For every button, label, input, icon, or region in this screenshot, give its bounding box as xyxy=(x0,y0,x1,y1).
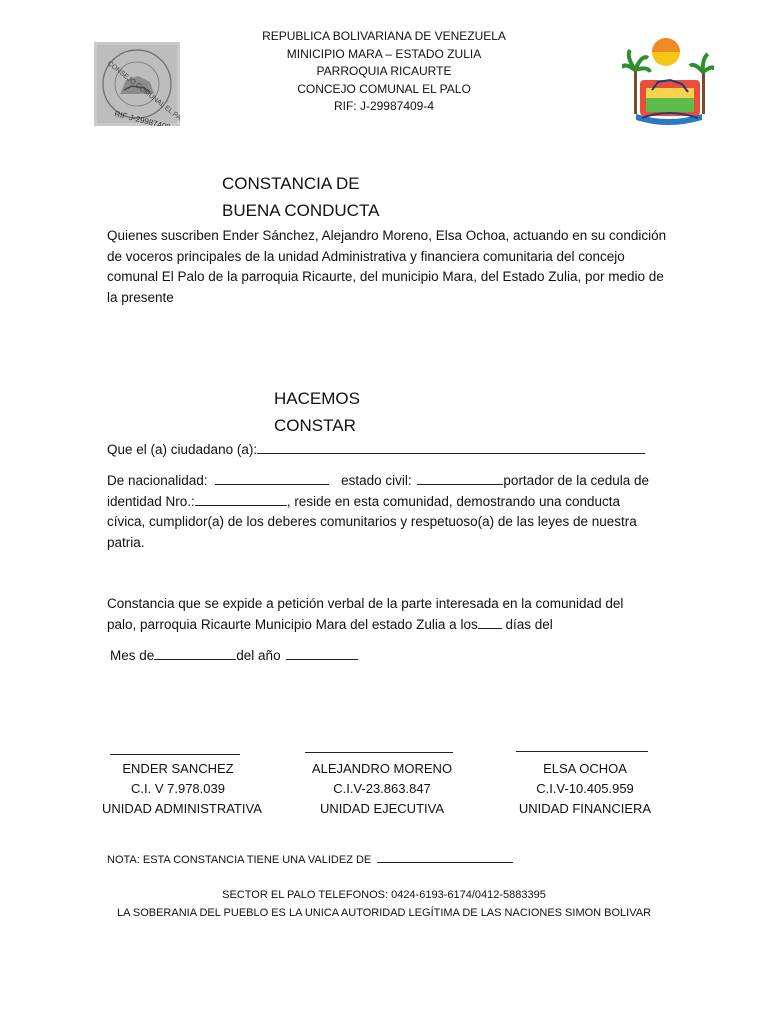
identidad-blank[interactable] xyxy=(195,495,287,506)
estado-civil-label: estado civil: xyxy=(341,473,412,488)
nota-text: NOTA: ESTA CONSTANCIA TIENE UNA VALIDEZ DE xyxy=(107,854,372,866)
mes-label: Mes de xyxy=(110,648,155,663)
signature-line-ender[interactable] xyxy=(110,754,240,755)
signer-ci: C.I. V 7.978.039 xyxy=(131,781,225,796)
footer-phones: SECTOR EL PALO TELEFONOS: 0424-6193-6174/0412-5883395 xyxy=(222,889,546,901)
signer-alejandro xyxy=(302,759,462,819)
dias-label: días del xyxy=(505,616,553,632)
dias-blank[interactable] xyxy=(478,618,502,629)
header-line-municipio: MINICIPIO MARA – ESTADO ZULIA xyxy=(286,46,482,61)
signer-ci: C.I.V-23.863.847 xyxy=(333,781,431,796)
identidad-label: identidad Nro.: xyxy=(107,493,195,509)
ciudadano-blank[interactable] xyxy=(257,443,645,454)
signer-ci: C.I.V-10.405.959 xyxy=(536,781,634,796)
signer-ender xyxy=(102,759,262,819)
stamp-top-text: CONSEJO COMUNAL EL PALO xyxy=(105,60,180,126)
header-line-republica: REPUBLICA BOLIVARIANA DE VENEZUELA xyxy=(262,29,506,43)
signer-unit: UNIDAD ADMINISTRATIVA xyxy=(102,801,262,816)
expide-paragraph xyxy=(107,594,667,635)
hacemos-line-1: HACEMOS xyxy=(274,389,360,408)
reside-text: , reside en esta comunidad, demostrando una conducta xyxy=(286,493,621,509)
validez-blank[interactable] xyxy=(377,854,513,863)
nacionalidad-blank[interactable] xyxy=(215,474,329,485)
signature-line-elsa[interactable] xyxy=(516,751,648,752)
signer-unit: UNIDAD FINANCIERA xyxy=(518,801,652,816)
estado-civil-blank[interactable] xyxy=(417,474,503,485)
intro-paragraph: Quienes suscriben Ender Sánchez, Alejandro Moreno, Elsa Ochoa, actuando en su condición de voceros principales de la unidad Administrativa y financiera comunitaria del concejo comunal El Palo de la parroquia Ricaurte, del municipio Mara, del Estado Zulia, por medio de la presente xyxy=(107,228,667,305)
nacionalidad-paragraph xyxy=(107,471,667,553)
council-stamp xyxy=(94,42,180,126)
mes-blank[interactable] xyxy=(154,649,236,660)
document-title xyxy=(222,170,379,224)
nacionalidad-label: De nacionalidad: xyxy=(107,473,208,488)
signer-name: ALEJANDRO MORENO xyxy=(311,761,453,776)
mes-row xyxy=(110,646,670,667)
header-line-concejo: CONCEJO COMUNAL EL PALO xyxy=(297,81,471,96)
title-line-1: CONSTANCIA DE xyxy=(222,174,360,193)
anio-label: del año xyxy=(236,648,281,663)
stamp-bottom-text: RIF J-29987409-4 xyxy=(113,109,179,126)
expide-line-1: Constancia que se expide a petición verbal de la parte interesada en la comunidad del xyxy=(107,596,624,611)
footer-motto: LA SOBERANIA DEL PUEBLO ES LA UNICA AUTORIDAD LEGÍTIMA DE LAS NACIONES SIMON BOLIVAR xyxy=(116,907,652,919)
hacemos-constar-heading xyxy=(274,385,360,439)
ciudadano-row xyxy=(107,440,667,461)
signer-elsa xyxy=(510,759,660,819)
signer-name: ENDER SANCHEZ xyxy=(122,761,234,776)
expide-line-2: palo, parroquia Ricaurte Municipio Mara del estado Zulia a los xyxy=(107,616,478,632)
portador-text: portador de la cedula de xyxy=(503,473,650,488)
nota-row xyxy=(107,851,513,869)
anio-blank[interactable] xyxy=(286,649,358,660)
header-line-parroquia: PARROQUIA RICAURTE xyxy=(316,64,452,78)
municipal-emblem xyxy=(622,30,714,126)
title-line-2: BUENA CONDUCTA xyxy=(222,201,380,220)
header-line-rif: RIF: J-29987409-4 xyxy=(333,99,435,113)
signer-name: ELSA OCHOA xyxy=(543,761,627,776)
patria-text: patria. xyxy=(107,534,145,550)
signature-line-alejandro[interactable] xyxy=(305,752,453,753)
hacemos-line-2: CONSTAR xyxy=(274,416,356,435)
ciudadano-label: Que el (a) ciudadano (a): xyxy=(107,442,258,457)
civica-text: cívica, cumplidor(a) de los deberes comunitarios y respetuoso(a) de las leyes de nuestra xyxy=(107,514,637,529)
footer xyxy=(0,886,768,922)
signer-unit: UNIDAD EJECUTIVA xyxy=(320,801,444,816)
